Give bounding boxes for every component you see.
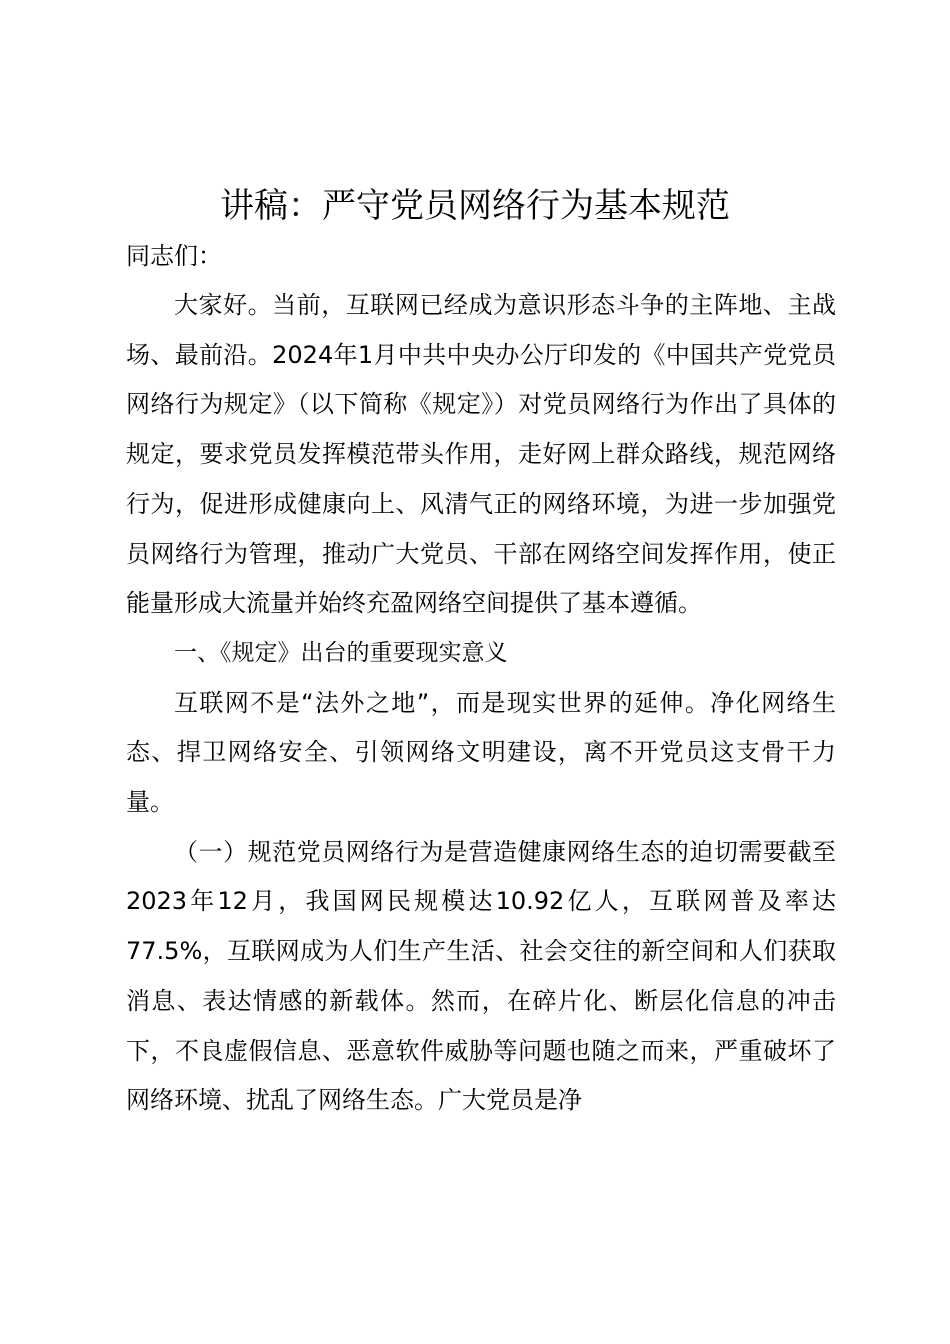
paragraph-intro: 大家好。当前，互联网已经成为意识形态斗争的主阵地、主战场、最前沿。2024年1月中共中央办公厅印发的《中国共产党党员网络行为规定》（以下简称《规定》）对党员网络行为作出了具体的规定，要求党员发挥模范带头作用，走好网上群众路线，规范网络行为，促进形成健康向上、风清气正的网络环境，为进一步加强党员网络行为管理，推动广大党员、干部在网络空间发挥作用，使正能量形成大流量并始终充盈网络空间提供了基本遵循。 [126,291,836,618]
document-body [126,281,836,1126]
page-title: 讲稿：严守党员网络行为基本规范 [220,186,730,226]
greeting: 同志们： [126,242,222,270]
section-heading: 一、《规定》出台的重要现实意义 [174,639,508,666]
paragraph-subsection: （一）规范党员网络行为是营造健康网络生态的迫切需要截至2023年12月，我国网民规模达10.92亿人，互联网普及率达77.5%，互联网成为人们生产生活、社会交往的新空间和人们获取消息、表达情感的新载体。然而，在碎片化、断层化信息的冲击下，不良虚假信息、恶意软件威胁等问题也随之而来，严重破坏了网络环境、扰乱了网络生态。广大党员是净 [126,837,836,1115]
paragraph-internet: 互联网不是“法外之地”，而是现实世界的延伸。净化网络生态、捍卫网络安全、引领网络文明建设，离不开党员这支骨干力量。 [126,688,836,817]
